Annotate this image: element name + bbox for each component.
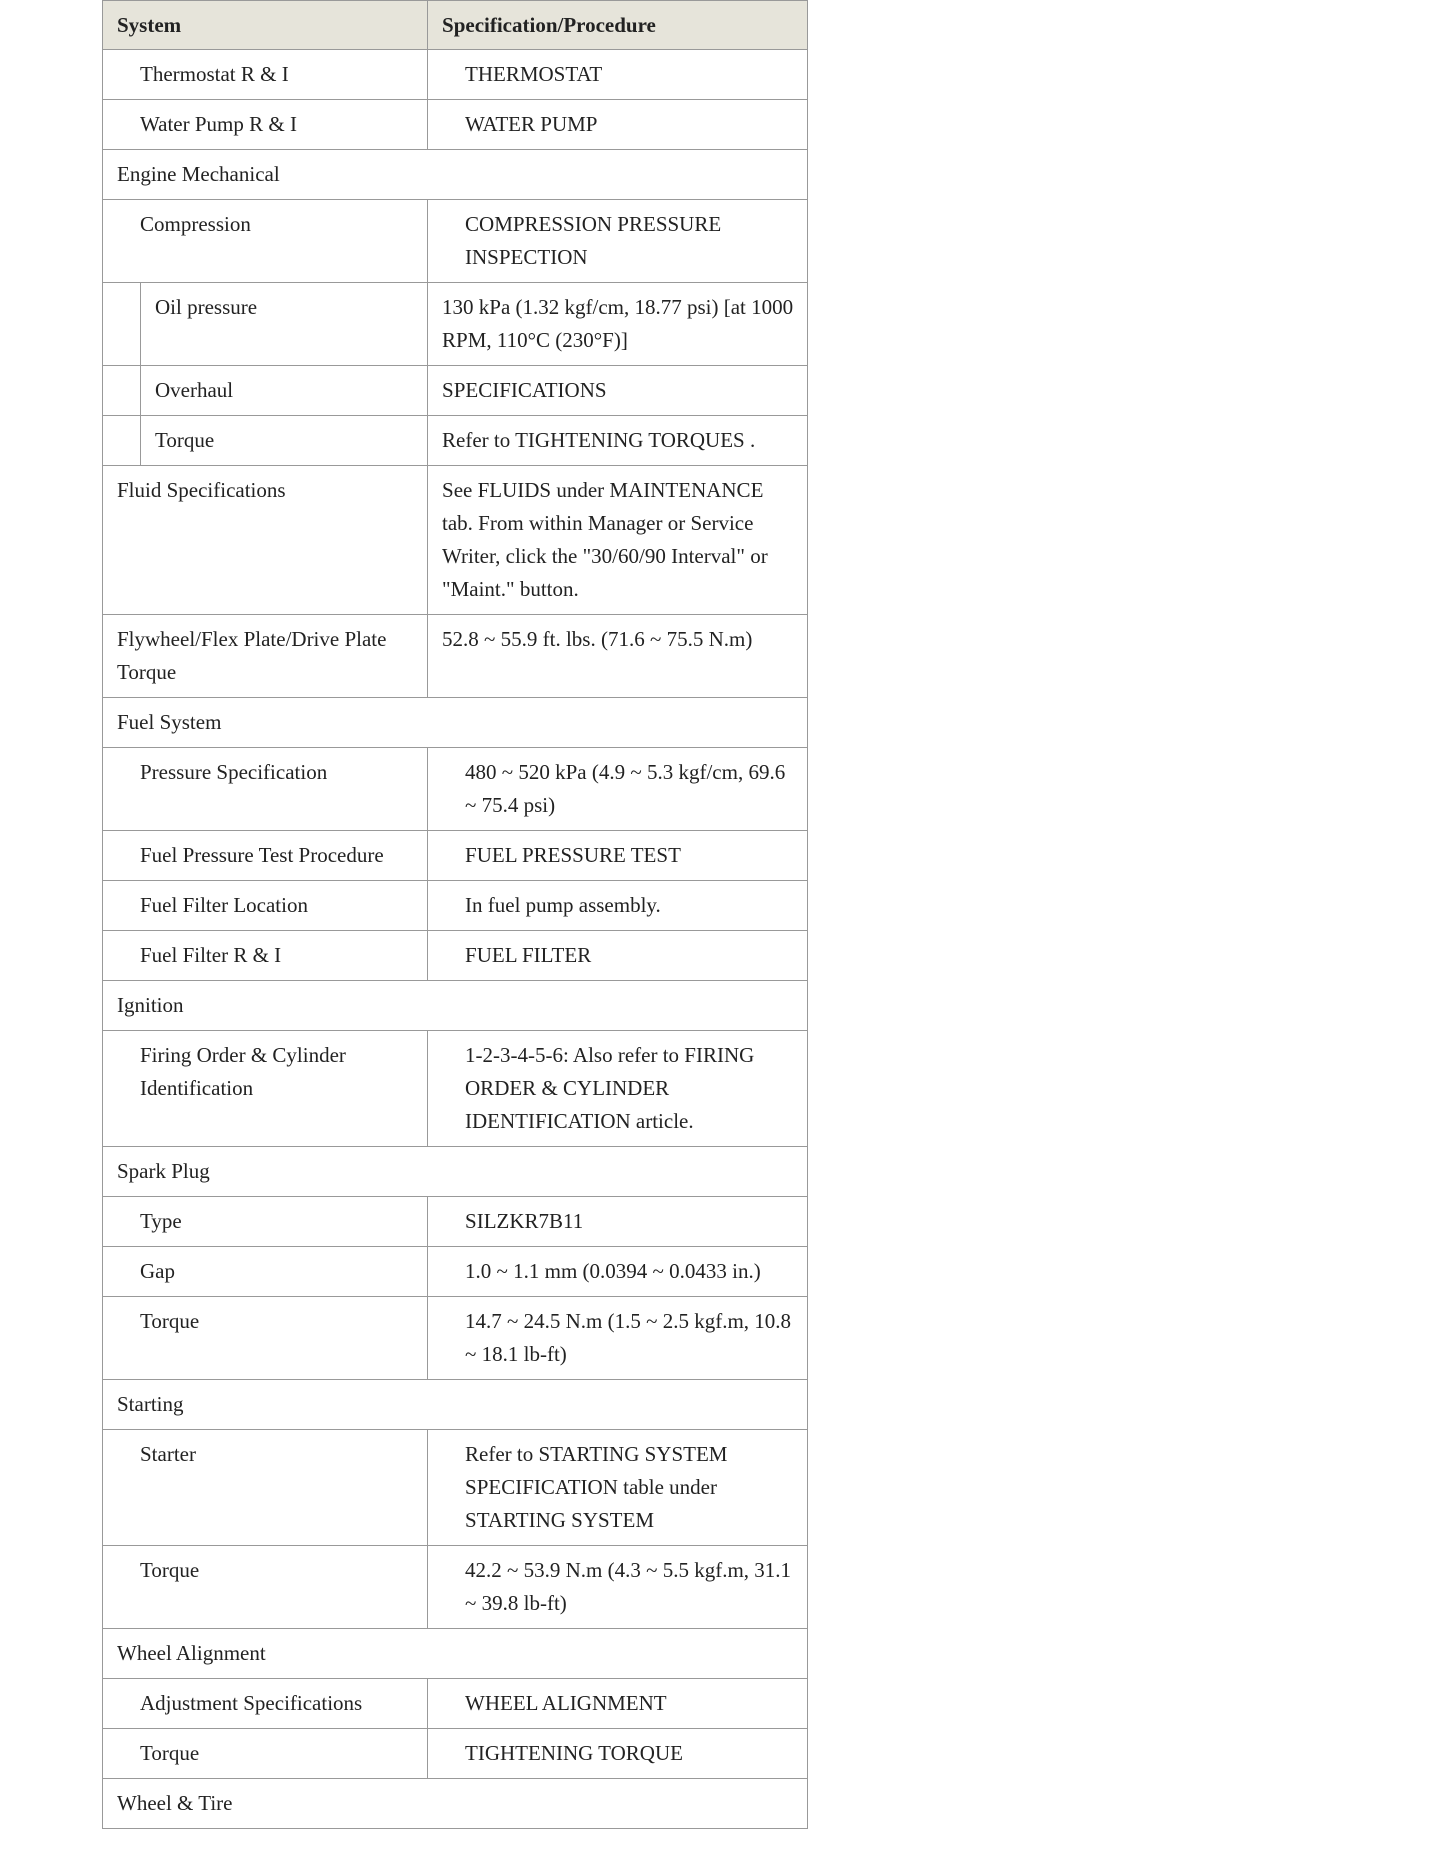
system-label-text: Torque — [155, 428, 215, 452]
system-label-text: Oil pressure — [155, 295, 258, 319]
system-label-text: Torque — [140, 1558, 200, 1582]
system-label — [103, 1297, 428, 1380]
spec-value — [428, 50, 808, 100]
spec-value-text: Refer to TIGHTENING TORQUES . — [442, 428, 756, 452]
table-section-row — [103, 1779, 808, 1829]
system-label — [103, 831, 428, 881]
indent-spacer — [103, 366, 141, 416]
spec-value — [428, 1430, 808, 1546]
system-label — [103, 931, 428, 981]
spec-value-text: COMPRESSION PRESSURE INSPECTION — [465, 212, 722, 269]
indent-spacer — [103, 283, 141, 366]
spec-value — [428, 1197, 808, 1247]
system-label — [103, 1546, 428, 1629]
table-row — [103, 1729, 808, 1779]
system-label — [141, 366, 428, 416]
spec-value-text: Refer to STARTING SYSTEM SPECIFICATION table under STARTING SYSTEM — [465, 1442, 728, 1532]
spec-value-text: FUEL FILTER — [465, 943, 592, 967]
table-row — [103, 283, 808, 366]
header-system: System — [103, 1, 428, 50]
spec-value-text: SILZKR7B11 — [465, 1209, 584, 1233]
section-heading-text: Fuel System — [117, 710, 222, 734]
section-heading-text: Starting — [117, 1392, 184, 1416]
system-label-text: Fluid Specifications — [117, 478, 286, 502]
spec-value-text: THERMOSTAT — [465, 62, 603, 86]
system-label-text: Firing Order & Cylinder Identification — [140, 1043, 346, 1100]
table-row — [103, 1297, 808, 1380]
system-label-text: Starter — [140, 1442, 196, 1466]
spec-value — [428, 931, 808, 981]
section-heading — [103, 1779, 808, 1829]
system-label — [103, 1729, 428, 1779]
section-heading-text: Wheel Alignment — [117, 1641, 266, 1665]
spec-value-text: TIGHTENING TORQUE — [465, 1741, 683, 1765]
spec-value — [428, 1031, 808, 1147]
spec-value-text: See FLUIDS under MAINTENANCE tab. From within Manager or Service Writer, click the "30/60/90 Interval" or "Maint." button. — [442, 478, 768, 601]
system-label-text: Torque — [140, 1309, 200, 1333]
table-row — [103, 466, 808, 615]
system-label — [103, 1430, 428, 1546]
system-label — [103, 881, 428, 931]
section-heading — [103, 981, 808, 1031]
system-label-text: Type — [140, 1209, 182, 1233]
system-label — [103, 1247, 428, 1297]
section-heading-text: Ignition — [117, 993, 184, 1017]
table-row — [103, 50, 808, 100]
spec-value — [428, 881, 808, 931]
system-label-text: Fuel Pressure Test Procedure — [140, 843, 384, 867]
spec-value-text: 52.8 ~ 55.9 ft. lbs. (71.6 ~ 75.5 N.m) — [442, 627, 753, 651]
table-section-row — [103, 981, 808, 1031]
spec-value — [428, 283, 808, 366]
table-row — [103, 1197, 808, 1247]
spec-value-text: 1-2-3-4-5-6: Also refer to FIRING ORDER & CYLINDER IDENTIFICATION article. — [465, 1043, 755, 1133]
spec-value — [428, 100, 808, 150]
table-row — [103, 881, 808, 931]
table-section-row — [103, 1380, 808, 1430]
spec-value-text: SPECIFICATIONS — [442, 378, 607, 402]
table-section-row — [103, 698, 808, 748]
system-label-text: Adjustment Specifications — [140, 1691, 363, 1715]
spec-value — [428, 1729, 808, 1779]
system-label-text: Gap — [140, 1259, 175, 1283]
system-label-text: Pressure Specification — [140, 760, 328, 784]
section-heading — [103, 1147, 808, 1197]
section-heading-text: Spark Plug — [117, 1159, 210, 1183]
section-heading — [103, 1629, 808, 1679]
indent-spacer — [103, 416, 141, 466]
header-specification: Specification/Procedure — [428, 1, 808, 50]
spec-value — [428, 615, 808, 698]
system-label-text: Overhaul — [155, 378, 234, 402]
system-label — [141, 283, 428, 366]
system-label — [103, 615, 428, 698]
section-heading-text: Wheel & Tire — [117, 1791, 233, 1815]
system-label-text: Compression — [140, 212, 251, 236]
system-label-text: Flywheel/Flex Plate/Drive Plate Torque — [117, 627, 387, 684]
table-header-row — [103, 1, 808, 50]
table-row — [103, 366, 808, 416]
table-row — [103, 1031, 808, 1147]
table-body — [103, 50, 808, 1829]
spec-value — [428, 1247, 808, 1297]
specifications-table — [102, 0, 808, 1829]
system-label — [103, 1679, 428, 1729]
spec-value — [428, 1679, 808, 1729]
table-section-row — [103, 1147, 808, 1197]
spec-value — [428, 748, 808, 831]
table-row — [103, 831, 808, 881]
spec-value-text: 14.7 ~ 24.5 N.m (1.5 ~ 2.5 kgf.m, 10.8 ~ 18.1 lb-ft) — [465, 1309, 792, 1366]
table-row — [103, 416, 808, 466]
table-section-row — [103, 1629, 808, 1679]
system-label — [141, 416, 428, 466]
table-row — [103, 1247, 808, 1297]
spec-value — [428, 466, 808, 615]
system-label — [103, 100, 428, 150]
spec-value-text: FUEL PRESSURE TEST — [465, 843, 681, 867]
system-label — [103, 466, 428, 615]
table-row — [103, 200, 808, 283]
system-label-text: Fuel Filter R & I — [140, 943, 282, 967]
system-label — [103, 1197, 428, 1247]
spec-value — [428, 416, 808, 466]
system-label-text: Torque — [140, 1741, 200, 1765]
section-heading — [103, 150, 808, 200]
spec-value — [428, 200, 808, 283]
spec-value — [428, 366, 808, 416]
table-row — [103, 1546, 808, 1629]
table-row — [103, 100, 808, 150]
spec-value-text: 480 ~ 520 kPa (4.9 ~ 5.3 kgf/cm, 69.6 ~ 75.4 psi) — [465, 760, 786, 817]
section-heading — [103, 1380, 808, 1430]
table-section-row — [103, 150, 808, 200]
spec-value — [428, 1297, 808, 1380]
spec-value-text: 42.2 ~ 53.9 N.m (4.3 ~ 5.5 kgf.m, 31.1 ~ 39.8 lb-ft) — [465, 1558, 792, 1615]
section-heading-text: Engine Mechanical — [117, 162, 280, 186]
system-label-text: Water Pump R & I — [140, 112, 297, 136]
spec-value-text: In fuel pump assembly. — [465, 893, 661, 917]
spec-value — [428, 831, 808, 881]
table-row — [103, 1679, 808, 1729]
system-label — [103, 1031, 428, 1147]
spec-value-text: WHEEL ALIGNMENT — [465, 1691, 667, 1715]
spec-value-text: 1.0 ~ 1.1 mm (0.0394 ~ 0.0433 in.) — [465, 1259, 761, 1283]
system-label-text: Fuel Filter Location — [140, 893, 308, 917]
system-label — [103, 748, 428, 831]
system-label-text: Thermostat R & I — [140, 62, 289, 86]
section-heading — [103, 698, 808, 748]
table-row — [103, 615, 808, 698]
table-row — [103, 1430, 808, 1546]
system-label — [103, 50, 428, 100]
spec-value-text: WATER PUMP — [465, 112, 598, 136]
spec-value-text: 130 kPa (1.32 kgf/cm, 18.77 psi) [at 1000 RPM, 110°C (230°F)] — [442, 295, 794, 352]
table-row — [103, 931, 808, 981]
spec-value — [428, 1546, 808, 1629]
table-row — [103, 748, 808, 831]
system-label — [103, 200, 428, 283]
